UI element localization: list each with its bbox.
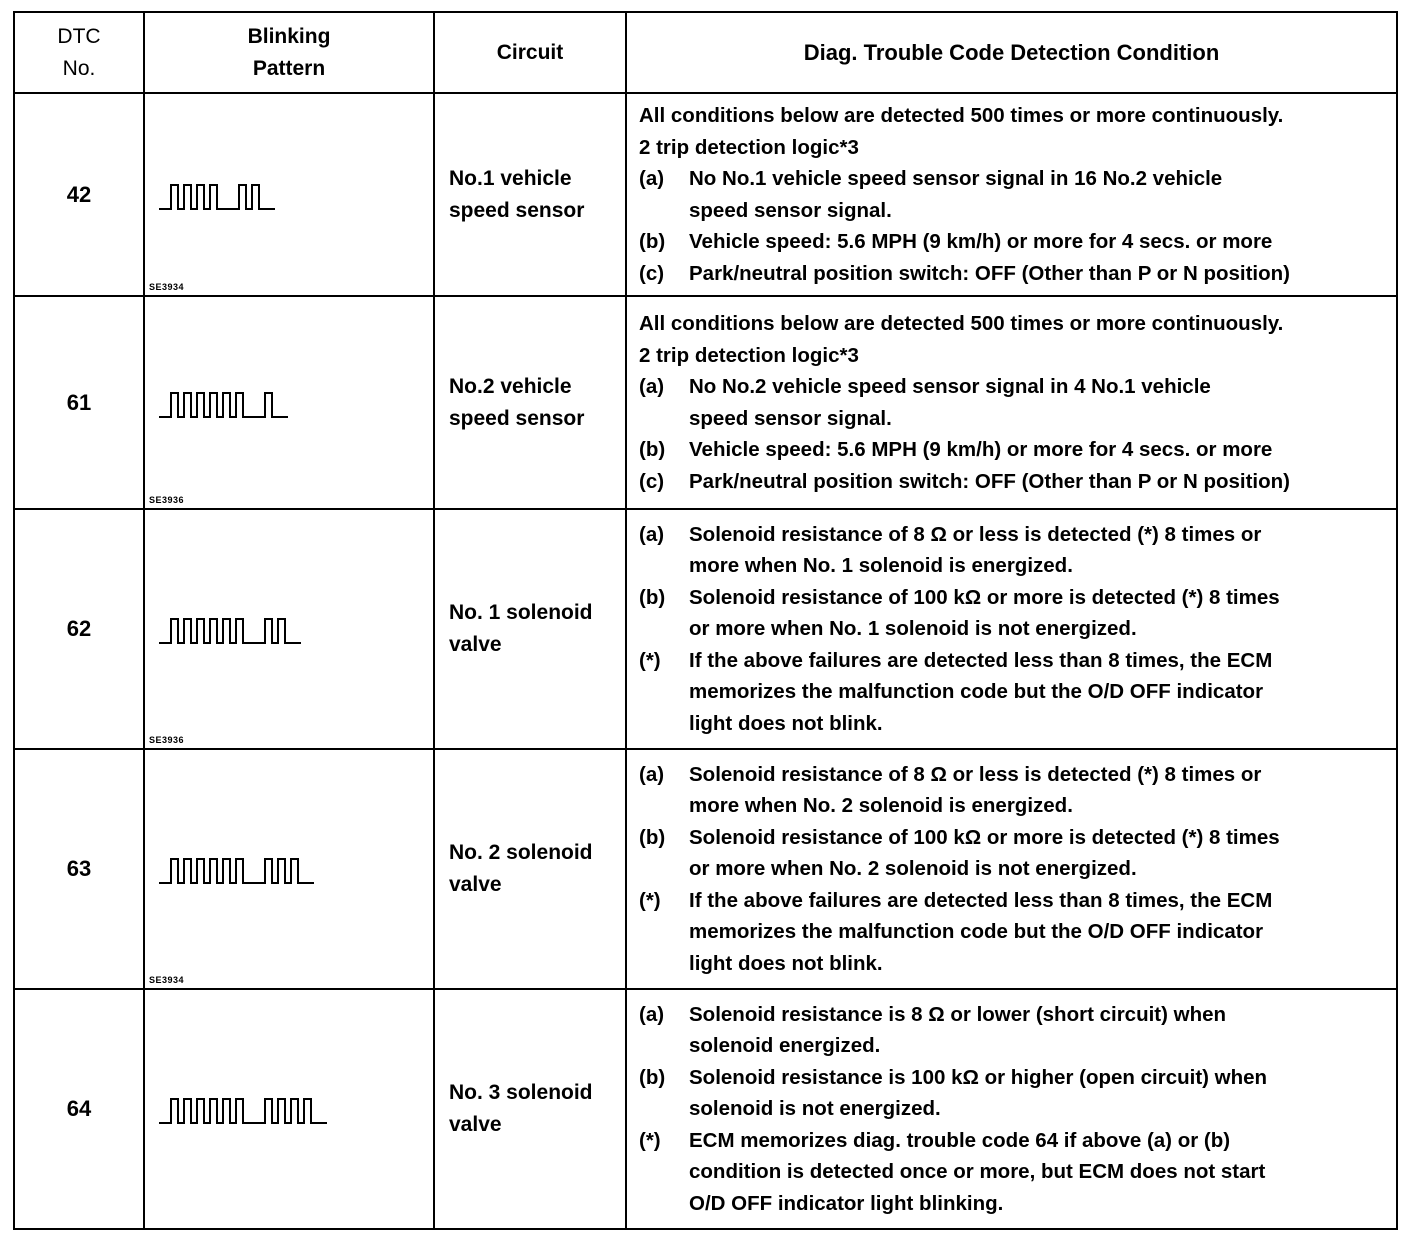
condition-item [639, 466, 1390, 498]
condition-item-text [689, 371, 1390, 434]
condition-item-line: Park/neutral position switch: OFF (Other than P or N position) [689, 469, 1290, 493]
condition-item-label: (*) [639, 888, 661, 912]
condition-item-label: (a) [639, 167, 665, 190]
condition-item-text [689, 434, 1390, 466]
condition-item-line: condition is detected once or more, but ECM does not start [689, 1160, 1266, 1184]
blinking-pattern-waveform [159, 1085, 409, 1133]
condition-item-line: O/D OFF indicator light blinking. [689, 1191, 1004, 1215]
condition-item [639, 645, 1390, 740]
circuit-name [434, 93, 626, 296]
condition-item-label: (a) [639, 375, 665, 398]
condition-item [639, 226, 1390, 258]
condition-item-text [689, 226, 1390, 258]
condition-item-line: memorizes the malfunction code but the O/D OFF indicator [689, 920, 1264, 944]
blinking-pattern-waveform [159, 605, 409, 653]
condition-item-text [689, 519, 1390, 582]
circuit-line: No.1 vehicle [449, 166, 572, 190]
header-condition: Diag. Trouble Code Detection Condition [626, 12, 1397, 93]
condition-item-label: (*) [639, 648, 661, 672]
dtc-code: 64 [14, 989, 144, 1229]
waveform-line [159, 393, 288, 417]
dtc-code: 62 [14, 509, 144, 749]
circuit-line: No. 3 solenoid [449, 1081, 593, 1104]
table-row [14, 296, 1397, 509]
header-dtc-line1: DTC [57, 24, 101, 48]
condition-item-line: memorizes the malfunction code but the O/D OFF indicator [689, 680, 1264, 704]
condition-item-label: (*) [639, 1128, 661, 1152]
condition-item [639, 163, 1390, 226]
condition-item-text [689, 466, 1390, 498]
circuit-line: valve [449, 1113, 502, 1136]
condition-item-line: solenoid is not energized. [689, 1097, 941, 1121]
figure-code: SE3936 [149, 495, 185, 505]
condition-intro-line: All conditions below are detected 500 times or more continuously. [639, 104, 1284, 127]
dtc-code: 42 [14, 93, 144, 296]
detection-condition [626, 296, 1397, 509]
blinking-pattern-waveform [159, 171, 409, 219]
figure-code: SE3936 [149, 735, 185, 745]
condition-item [639, 434, 1390, 466]
header-blinking-pattern [144, 12, 434, 93]
waveform-line [159, 1099, 327, 1123]
condition-intro-line: 2 trip detection logic*3 [639, 135, 859, 159]
condition-item-label: (c) [639, 469, 665, 493]
condition-item-text [689, 258, 1390, 290]
blinking-pattern-cell [144, 749, 434, 989]
condition-item-line: Vehicle speed: 5.6 MPH (9 km/h) or more for 4 secs. or more [689, 230, 1273, 253]
circuit-line: No. 1 solenoid [449, 601, 593, 624]
waveform-line [159, 185, 275, 209]
condition-item-label: (b) [639, 230, 666, 253]
condition-item-label: (b) [639, 585, 666, 609]
circuit-line: valve [449, 873, 502, 896]
circuit-name [434, 989, 626, 1229]
circuit-line: No. 2 solenoid [449, 841, 593, 864]
blinking-pattern-cell [144, 509, 434, 749]
condition-item-text [689, 885, 1390, 980]
condition-item-text [689, 645, 1390, 740]
condition-item-text [689, 1062, 1390, 1125]
header-row [14, 12, 1397, 93]
condition-item-text [689, 999, 1390, 1062]
header-blinking-line1: Blinking [247, 24, 331, 48]
condition-item-line: more when No. 1 solenoid is energized. [689, 554, 1073, 578]
condition-item-line: solenoid energized. [689, 1034, 881, 1058]
condition-item-label: (a) [639, 762, 665, 786]
condition-item-line: ECM memorizes diag. trouble code 64 if above (a) or (b) [689, 1128, 1231, 1152]
condition-item-line: If the above failures are detected less than 8 times, the ECM [689, 888, 1273, 912]
condition-item [639, 371, 1390, 434]
condition-item-line: speed sensor signal. [689, 198, 892, 222]
header-dtc-line2: No. [62, 56, 96, 80]
condition-item [639, 759, 1390, 822]
condition-item-text [689, 1125, 1390, 1220]
condition-item-label: (a) [639, 1002, 665, 1026]
table-row [14, 749, 1397, 989]
condition-item [639, 885, 1390, 980]
blinking-pattern-waveform [159, 845, 409, 893]
condition-item-line: or more when No. 1 solenoid is not energized. [689, 617, 1137, 641]
condition-item-line: Solenoid resistance of 100 kΩ or more is detected (*) 8 times [689, 585, 1280, 609]
circuit-line: No.2 vehicle [449, 374, 572, 398]
blinking-pattern-cell [144, 93, 434, 296]
condition-item-text [689, 582, 1390, 645]
condition-item-line: Solenoid resistance is 100 kΩ or higher (open circuit) when [689, 1065, 1268, 1089]
table-row [14, 93, 1397, 296]
condition-item [639, 519, 1390, 582]
dtc-code: 63 [14, 749, 144, 989]
condition-item-text [689, 822, 1390, 885]
condition-item-line: Solenoid resistance of 8 Ω or less is detected (*) 8 times or [689, 522, 1262, 546]
dtc-table [13, 11, 1398, 1230]
detection-condition [626, 93, 1397, 296]
waveform-line [159, 859, 314, 883]
condition-item-label: (a) [639, 522, 665, 546]
condition-item-line: Vehicle speed: 5.6 MPH (9 km/h) or more for 4 secs. or more [689, 438, 1273, 461]
condition-intro-line: All conditions below are detected 500 times or more continuously. [639, 312, 1284, 335]
condition-item-line: speed sensor signal. [689, 406, 892, 430]
condition-item-line: No No.1 vehicle speed sensor signal in 16 No.2 vehicle [689, 167, 1223, 190]
detection-condition [626, 509, 1397, 749]
condition-item-line: light does not blink. [689, 951, 883, 975]
table-body [14, 93, 1397, 1229]
table-row [14, 509, 1397, 749]
figure-code: SE3934 [149, 975, 185, 985]
condition-item-label: (b) [639, 438, 666, 461]
condition-item-line: If the above failures are detected less than 8 times, the ECM [689, 648, 1273, 672]
blinking-pattern-waveform [159, 379, 409, 427]
table-row [14, 989, 1397, 1229]
detection-condition [626, 749, 1397, 989]
circuit-line: speed sensor [449, 406, 585, 430]
condition-item-line: Park/neutral position switch: OFF (Other than P or N position) [689, 261, 1290, 285]
condition-item [639, 822, 1390, 885]
condition-item-label: (c) [639, 261, 665, 285]
condition-item-text [689, 759, 1390, 822]
condition-item [639, 1125, 1390, 1220]
circuit-name [434, 296, 626, 509]
condition-item-line: Solenoid resistance is 8 Ω or lower (short circuit) when [689, 1002, 1227, 1026]
condition-intro-line: 2 trip detection logic*3 [639, 343, 859, 367]
condition-item-text [689, 163, 1390, 226]
condition-item-line: more when No. 2 solenoid is energized. [689, 794, 1073, 818]
condition-item-line: Solenoid resistance of 100 kΩ or more is detected (*) 8 times [689, 825, 1280, 849]
condition-item [639, 1062, 1390, 1125]
condition-item-label: (b) [639, 825, 666, 849]
condition-item [639, 258, 1390, 290]
circuit-name [434, 749, 626, 989]
circuit-line: speed sensor [449, 198, 585, 222]
dtc-code: 61 [14, 296, 144, 509]
header-circuit: Circuit [434, 12, 626, 93]
header-dtc-no [14, 12, 144, 93]
condition-item-label: (b) [639, 1065, 666, 1089]
figure-code: SE3934 [149, 282, 185, 292]
header-blinking-line2: Pattern [252, 56, 326, 80]
detection-condition [626, 989, 1397, 1229]
blinking-pattern-cell [144, 989, 434, 1229]
condition-item-line: No No.2 vehicle speed sensor signal in 4 No.1 vehicle [689, 375, 1211, 398]
circuit-line: valve [449, 633, 502, 656]
blinking-pattern-cell [144, 296, 434, 509]
circuit-name [434, 509, 626, 749]
waveform-line [159, 619, 301, 643]
condition-item-line: Solenoid resistance of 8 Ω or less is detected (*) 8 times or [689, 762, 1262, 786]
condition-item-line: or more when No. 2 solenoid is not energized. [689, 857, 1137, 881]
condition-item [639, 999, 1390, 1062]
condition-item [639, 582, 1390, 645]
condition-item-line: light does not blink. [689, 711, 883, 735]
